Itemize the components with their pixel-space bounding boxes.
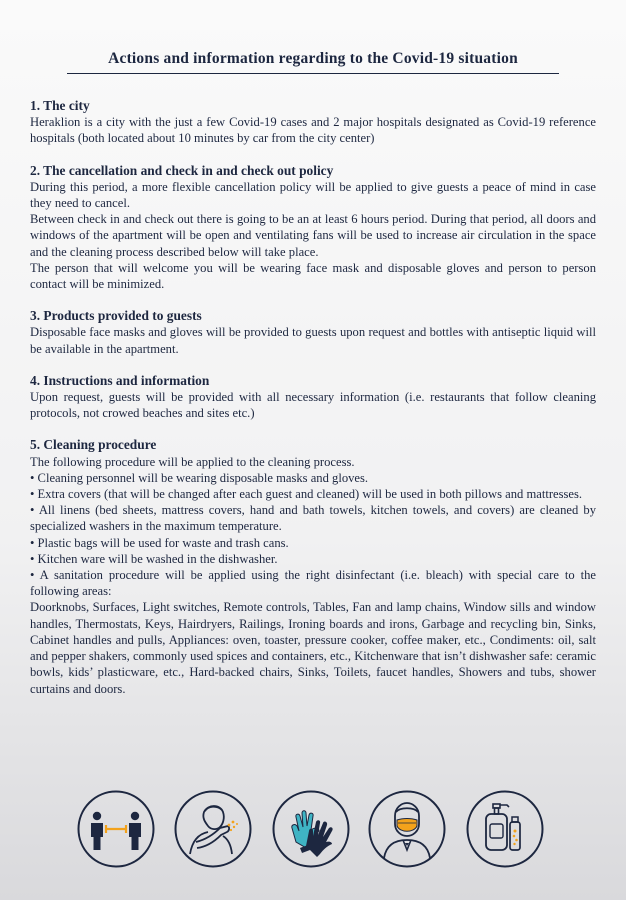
section-products (30, 308, 596, 357)
social-distancing-icon (77, 790, 155, 868)
bullet-item: • Kitchen ware will be washed in the dishwasher. (30, 551, 278, 566)
section-text: Between check in and check out there is going to be an at least 6 hours period. During that period, all doors and windows of the apartment will be open and ventilating fans will be used to increase air circulation in the space and the cleaning process described below will take place. (30, 212, 596, 259)
gloves-icon (272, 790, 350, 868)
section-heading: 5. Cleaning procedure (30, 437, 157, 453)
section-cleaning-procedure (30, 437, 596, 696)
sanitizer-icon (466, 790, 544, 868)
section-text: Heraklion is a city with the just a few Covid-19 cases and 2 major hospitals designated as Covid-19 reference hospitals (both located about 10 minutes by car from the city center) (30, 115, 596, 146)
section-text: Upon request, guests will be provided with all necessary information (i.e. restaurants that follow cleaning protocols, not crowed beaches and sites etc.) (30, 390, 596, 421)
bullet-item: • Extra covers (that will be changed after each guest and cleaned) will be used in both pillows and mattresses. (30, 487, 583, 502)
section-cancellation-policy (30, 163, 596, 293)
section-heading: 1. The city (30, 98, 90, 113)
icon-row (0, 790, 626, 872)
title-wrap (0, 50, 626, 74)
bullet-item: • A sanitation procedure will be applied using the right disinfectant (i.e. bleach) with special care to the following areas: (30, 568, 596, 599)
bullet-item: • All linens (bed sheets, mattress covers, hand and bath towels, kitchen towels, and covers) are cleaned by specialized washers in the maximum temperature. (30, 503, 596, 534)
section-text: During this period, a more flexible cancellation policy will be applied to give guests a peace of mind in case they need to cancel. (30, 179, 596, 211)
bullet-item: • Plastic bags will be used for waste and trash cans. (30, 535, 289, 550)
section-text: The following procedure will be applied to the cleaning process. (30, 454, 355, 469)
bullet-item: • Cleaning personnel will be wearing disposable masks and gloves. (30, 470, 369, 485)
section-heading: 3. Products provided to guests (30, 308, 202, 324)
section-text: The person that will welcome you will be wearing face mask and disposable gloves and person to person contact will be minimized. (30, 260, 596, 292)
section-city (30, 98, 596, 147)
document-body (30, 98, 596, 713)
section-text: Disposable face masks and gloves will be provided to guests upon request and bottles with antiseptic liquid will be available in the apartment. (30, 325, 596, 356)
cough-into-elbow-icon (174, 790, 252, 868)
areas-list: Doorknobs, Surfaces, Light switches, Remote controls, Tables, Fan and lamp chains, Window sills and window handles, Thermostats, Keys, Hairdryers, Railings, Ironing boards and irons, Garbage and recycling bin, Sinks, Cabinet handles and pulls, Appliances: oven, toaster, pressure cooker, coffee maker, etc., Condiments: oil, salt and pepper shakers, commonly used spices and containers, etc., Kitchenware that isn’t dishwasher safe: ceramic bowls, kids’ plasticware, etc., Hard-backed chairs, Sinks, Toilets, faucet handles, Showers and tubs, shower curtains and doors. (30, 600, 596, 696)
page-title: Actions and information regarding to the Covid-19 situation (67, 50, 559, 74)
section-heading: 2. The cancellation and check in and check out policy (30, 162, 334, 178)
section-instructions (30, 373, 596, 422)
face-mask-icon (368, 790, 446, 868)
section-heading: 4. Instructions and information (30, 372, 210, 388)
